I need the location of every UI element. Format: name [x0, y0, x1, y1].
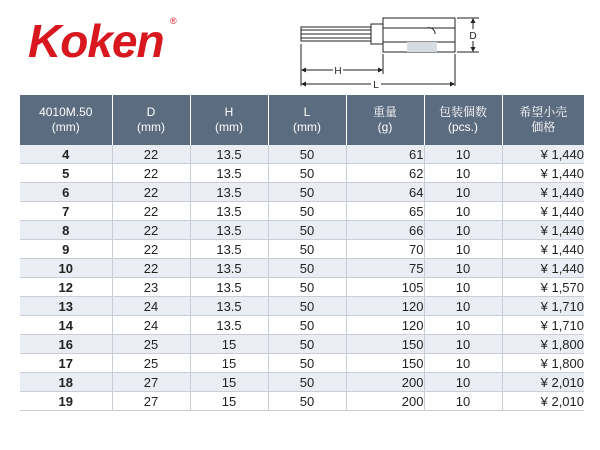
cell-weight: 66: [346, 221, 424, 240]
cell-pack-qty: 10: [424, 240, 502, 259]
cell-h: 13.5: [190, 316, 268, 335]
cell-h: 13.5: [190, 145, 268, 164]
cell-l: 50: [268, 221, 346, 240]
cell-weight: 62: [346, 164, 424, 183]
cell-pack-qty: 10: [424, 221, 502, 240]
cell-h: 13.5: [190, 183, 268, 202]
cell-d: 27: [112, 392, 190, 411]
table-row: [20, 316, 584, 335]
cell-price: ¥ 1,710: [502, 297, 584, 316]
cell-h: 13.5: [190, 297, 268, 316]
table-row: [20, 259, 584, 278]
cell-pack-qty: 10: [424, 354, 502, 373]
diagram-label-d: D: [469, 31, 477, 42]
cell-price: ¥ 1,800: [502, 354, 584, 373]
cell-price: ¥ 1,800: [502, 335, 584, 354]
brand-logo: Koken: [28, 15, 164, 67]
table-row: [20, 240, 584, 259]
header-price: 希望小売 価格: [502, 95, 584, 145]
cell-l: 50: [268, 392, 346, 411]
table-row: [20, 278, 584, 297]
cell-l: 50: [268, 202, 346, 221]
table-row: [20, 335, 584, 354]
cell-d: 22: [112, 183, 190, 202]
cell-h: 15: [190, 354, 268, 373]
cell-weight: 75: [346, 259, 424, 278]
cell-weight: 150: [346, 354, 424, 373]
cell-price: ¥ 1,440: [502, 145, 584, 164]
cell-d: 24: [112, 316, 190, 335]
cell-l: 50: [268, 183, 346, 202]
cell-l: 50: [268, 240, 346, 259]
cell-h: 13.5: [190, 221, 268, 240]
diagram-label-h: H: [334, 66, 342, 77]
cell-d: 27: [112, 373, 190, 392]
cell-d: 22: [112, 164, 190, 183]
cell-l: 50: [268, 373, 346, 392]
cell-price: ¥ 1,710: [502, 316, 584, 335]
cell-l: 50: [268, 297, 346, 316]
table-row: [20, 183, 584, 202]
cell-size: 6: [20, 183, 112, 202]
table-row: [20, 373, 584, 392]
cell-price: ¥ 1,570: [502, 278, 584, 297]
cell-pack-qty: 10: [424, 335, 502, 354]
cell-weight: 150: [346, 335, 424, 354]
cell-d: 22: [112, 259, 190, 278]
spec-table: [20, 95, 584, 411]
cell-price: ¥ 2,010: [502, 373, 584, 392]
cell-h: 13.5: [190, 240, 268, 259]
socket-dimension-diagram: [295, 10, 495, 92]
header-weight: 重量 (g): [346, 95, 424, 145]
cell-weight: 105: [346, 278, 424, 297]
cell-weight: 120: [346, 316, 424, 335]
cell-size: 16: [20, 335, 112, 354]
cell-pack-qty: 10: [424, 278, 502, 297]
cell-pack-qty: 10: [424, 202, 502, 221]
cell-d: 22: [112, 221, 190, 240]
cell-h: 13.5: [190, 164, 268, 183]
cell-d: 24: [112, 297, 190, 316]
cell-size: 4: [20, 145, 112, 164]
cell-d: 23: [112, 278, 190, 297]
cell-h: 15: [190, 392, 268, 411]
cell-price: ¥ 1,440: [502, 183, 584, 202]
table-row: [20, 164, 584, 183]
cell-weight: 65: [346, 202, 424, 221]
cell-pack-qty: 10: [424, 145, 502, 164]
cell-l: 50: [268, 354, 346, 373]
registered-mark: ®: [170, 16, 177, 26]
cell-l: 50: [268, 278, 346, 297]
header-l: L (mm): [268, 95, 346, 145]
cell-size: 9: [20, 240, 112, 259]
cell-size: 12: [20, 278, 112, 297]
cell-size: 17: [20, 354, 112, 373]
cell-size: 14: [20, 316, 112, 335]
cell-d: 22: [112, 145, 190, 164]
diagram-label-l: L: [373, 80, 379, 91]
table-body: [20, 145, 584, 411]
cell-size: 7: [20, 202, 112, 221]
cell-weight: 61: [346, 145, 424, 164]
table-row: [20, 354, 584, 373]
cell-d: 22: [112, 240, 190, 259]
cell-l: 50: [268, 316, 346, 335]
cell-price: ¥ 1,440: [502, 259, 584, 278]
header-pack-qty: 包装個数 (pcs.): [424, 95, 502, 145]
cell-price: ¥ 1,440: [502, 202, 584, 221]
table-row: [20, 392, 584, 411]
cell-size: 18: [20, 373, 112, 392]
cell-price: ¥ 2,010: [502, 392, 584, 411]
cell-l: 50: [268, 259, 346, 278]
cell-pack-qty: 10: [424, 164, 502, 183]
cell-size: 13: [20, 297, 112, 316]
cell-weight: 200: [346, 373, 424, 392]
header-d: D (mm): [112, 95, 190, 145]
cell-d: 25: [112, 335, 190, 354]
cell-size: 19: [20, 392, 112, 411]
cell-price: ¥ 1,440: [502, 240, 584, 259]
cell-weight: 120: [346, 297, 424, 316]
cell-pack-qty: 10: [424, 392, 502, 411]
cell-price: ¥ 1,440: [502, 221, 584, 240]
cell-l: 50: [268, 335, 346, 354]
cell-size: 10: [20, 259, 112, 278]
table-header-row: [20, 95, 584, 145]
header-model: 4010M.50 (mm): [20, 95, 112, 145]
cell-l: 50: [268, 164, 346, 183]
cell-h: 15: [190, 335, 268, 354]
cell-d: 22: [112, 202, 190, 221]
cell-h: 13.5: [190, 202, 268, 221]
cell-size: 5: [20, 164, 112, 183]
cell-pack-qty: 10: [424, 259, 502, 278]
cell-size: 8: [20, 221, 112, 240]
table-row: [20, 202, 584, 221]
table-row: [20, 297, 584, 316]
cell-weight: 64: [346, 183, 424, 202]
cell-l: 50: [268, 145, 346, 164]
cell-weight: 70: [346, 240, 424, 259]
cell-weight: 200: [346, 392, 424, 411]
cell-d: 25: [112, 354, 190, 373]
cell-pack-qty: 10: [424, 297, 502, 316]
cell-h: 15: [190, 373, 268, 392]
cell-price: ¥ 1,440: [502, 164, 584, 183]
cell-h: 13.5: [190, 278, 268, 297]
cell-pack-qty: 10: [424, 373, 502, 392]
cell-pack-qty: 10: [424, 183, 502, 202]
cell-pack-qty: 10: [424, 316, 502, 335]
cell-h: 13.5: [190, 259, 268, 278]
header-h: H (mm): [190, 95, 268, 145]
table-row: [20, 221, 584, 240]
table-row: [20, 145, 584, 164]
